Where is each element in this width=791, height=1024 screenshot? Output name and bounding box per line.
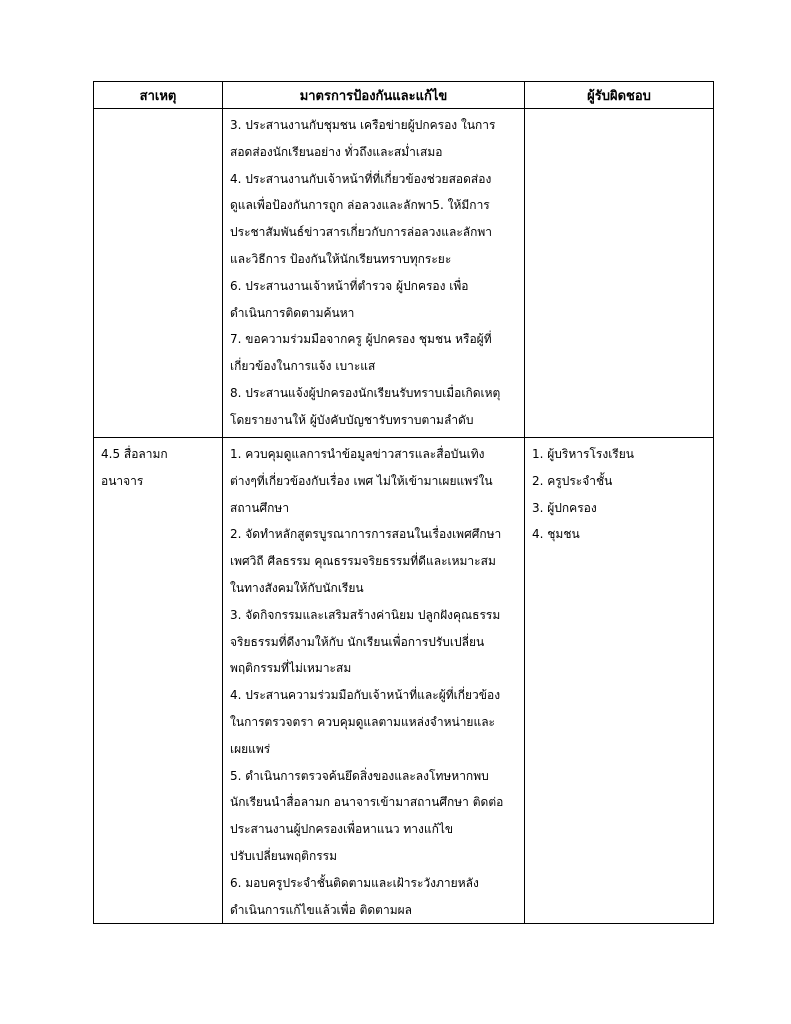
header-responsible: ผู้รับผิดชอบ bbox=[525, 82, 714, 109]
measures-cell bbox=[223, 438, 525, 924]
measure-line: ประสานงานผู้ปกครองเพื่อหาแนว ทางแก้ไข bbox=[230, 822, 454, 837]
measure-line: เพศวิถี ศีลธรรม คุณธรรมจริยธรรมที่ดีและเหมาะสม bbox=[230, 554, 496, 569]
measures-cell bbox=[223, 109, 525, 438]
table-row bbox=[94, 109, 714, 438]
cause-cell bbox=[94, 438, 223, 924]
measure-line: ในการตรวจตรา ควบคุมดูแลตามแหล่งจำหน่ายและ bbox=[230, 714, 495, 729]
measure-line: สอดส่องนักเรียนอย่าง ทั่วถึงและสม่ำเสมอ bbox=[230, 144, 443, 159]
table-header-row bbox=[94, 82, 714, 109]
measures-table bbox=[93, 81, 714, 924]
measure-line: 7. ขอความร่วมมือจากครู ผู้ปกครอง ชุมชน หรือผู้ที่ bbox=[230, 332, 492, 347]
measure-line: 4. ประสานความร่วมมือกับเจ้าหน้าที่และผู้ที่เกี่ยวข้อง bbox=[230, 688, 501, 703]
measure-line: 6. มอบครูประจำชั้นติดตามและเฝ้าระวังภายหลัง bbox=[230, 875, 479, 890]
header-measures: มาตรการป้องกันและแก้ไข bbox=[223, 82, 525, 109]
measure-line: โดยรายงานให้ ผู้บังคับบัญชารับทราบตามลำดับ bbox=[230, 412, 474, 427]
table-row bbox=[94, 438, 714, 924]
measure-line: พฤติกรรมที่ไม่เหมาะสม bbox=[230, 661, 352, 676]
measure-line: 8. ประสานแจ้งผู้ปกครองนักเรียนรับทราบเมื่อเกิดเหตุ bbox=[230, 385, 501, 400]
measure-line: 1. ควบคุมดูแลการนำข้อมูลข่าวสารและสื่อบันเทิง bbox=[230, 447, 485, 461]
measure-line: และวิธีการ ป้องกันให้นักเรียนทราบทุกระยะ bbox=[230, 251, 452, 266]
cause-cell bbox=[94, 109, 223, 438]
responsible-line: 4. ชุมชน bbox=[532, 527, 580, 542]
cause-line: 4.5 สื่อลามก bbox=[101, 447, 168, 461]
measure-line: จริยธรรมที่ดีงามให้กับ นักเรียนเพื่อการปรับเปลี่ยน bbox=[230, 634, 485, 649]
responsible-line: 1. ผู้บริหารโรงเรียน bbox=[532, 447, 634, 461]
measure-line: ประชาสัมพันธ์ข่าวสารเกี่ยวกับการล่อลวงและลักพา bbox=[230, 225, 493, 240]
measure-line: ปรับเปลี่ยนพฤติกรรม bbox=[230, 848, 338, 863]
header-cause: สาเหตุ bbox=[94, 82, 223, 109]
measure-line: 3. ประสานงานกับชุมชน เครือข่ายผู้ปกครอง ในการ bbox=[230, 118, 496, 132]
measure-line: ต่างๆที่เกี่ยวข้องกับเรื่อง เพศ ไม่ให้เข้ามาเผยแพร่ใน bbox=[230, 473, 493, 488]
measure-line: นักเรียนนำสื่อลามก อนาจารเข้ามาสถานศึกษา ติดต่อ bbox=[230, 795, 504, 810]
responsible-cell bbox=[525, 109, 714, 438]
measure-line: 3. จัดกิจกรรมและเสริมสร้างค่านิยม ปลูกฝังคุณธรรม bbox=[230, 607, 501, 622]
responsible-cell bbox=[525, 438, 714, 924]
measure-line: เกี่ยวข้องในการแจ้ง เบาะแส bbox=[230, 359, 376, 374]
measure-line: ดำเนินการแก้ไขแล้วเพื่อ ติดตามผล bbox=[230, 902, 412, 917]
measure-line: 6. ประสานงานเจ้าหน้าที่ตำรวจ ผู้ปกครอง เพื่อ bbox=[230, 278, 469, 293]
measure-line: ดำเนินการติดตามค้นหา bbox=[230, 305, 355, 320]
measure-line: 2. จัดทำหลักสูตรบูรณาการการสอนในเรื่องเพศศึกษา bbox=[230, 527, 502, 542]
measure-line: ในทางสังคมให้กับนักเรียน bbox=[230, 580, 364, 595]
measure-line: เผยแพร่ bbox=[230, 741, 271, 756]
measure-line: ดูแลเพื่อป้องกันการถูก ล่อลวงและลักพา5. ให้มีการ bbox=[230, 198, 490, 213]
measure-line: 5. ดำเนินการตรวจค้นยึดสิ่งของและลงโทษหากพบ bbox=[230, 768, 489, 783]
measure-line: สถานศึกษา bbox=[230, 500, 290, 515]
measure-line: 4. ประสานงานกับเจ้าหน้าที่ที่เกี่ยวข้องช่วยสอดส่อง bbox=[230, 171, 492, 186]
responsible-line: 2. ครูประจำชั้น bbox=[532, 473, 613, 488]
cause-line: อนาจาร bbox=[101, 473, 144, 488]
responsible-line: 3. ผู้ปกครอง bbox=[532, 500, 597, 515]
